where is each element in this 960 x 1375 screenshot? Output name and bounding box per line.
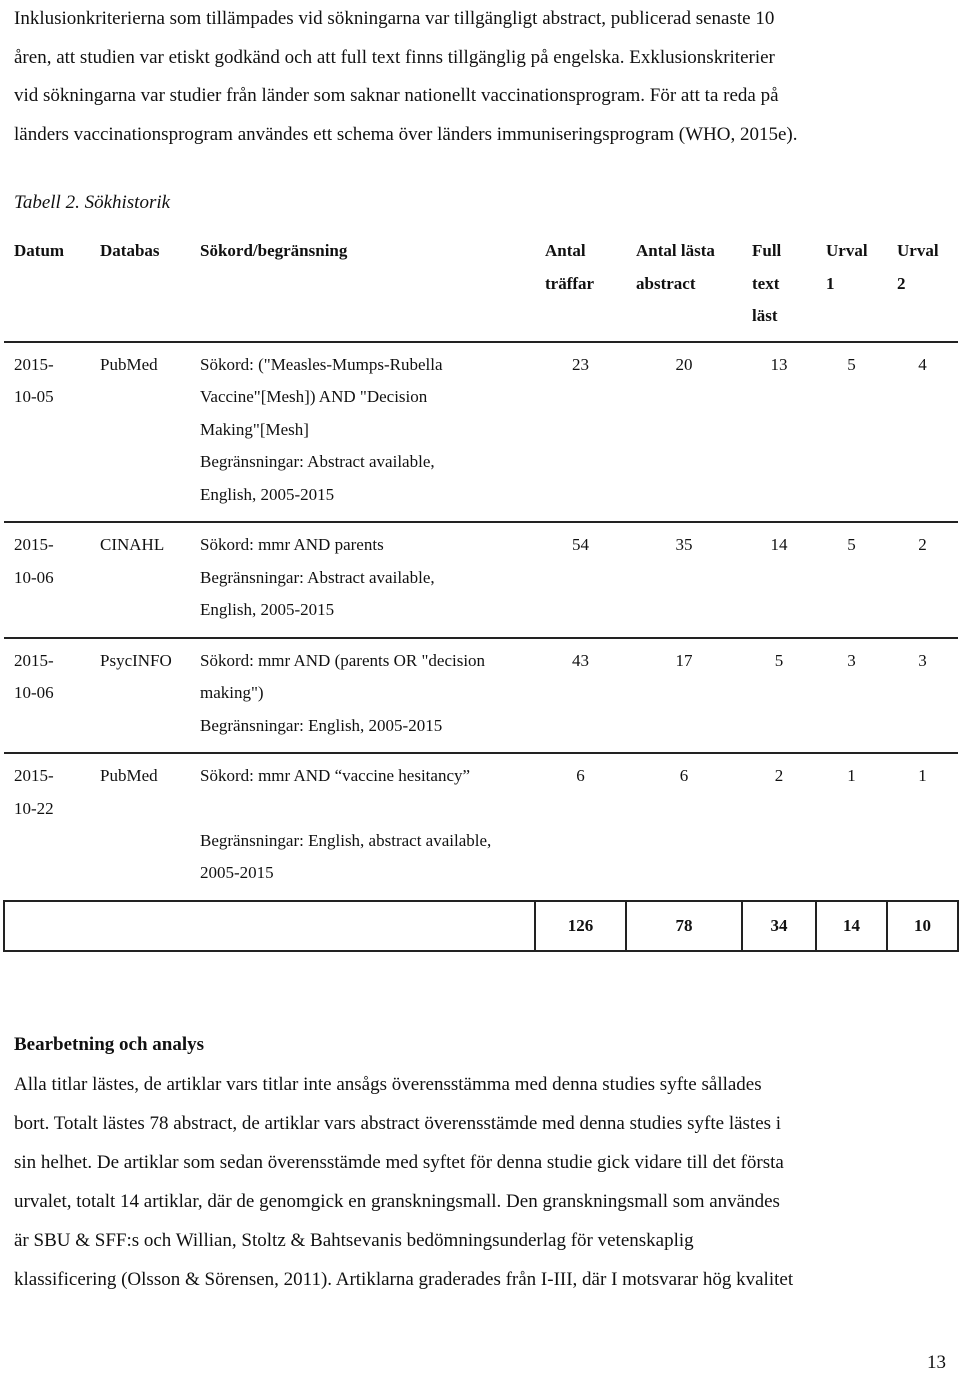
header-antal-lasta (626, 228, 742, 342)
cell-selection-2: 1 (887, 753, 958, 901)
table-row (4, 753, 958, 901)
table-row (4, 638, 958, 754)
date-line: 10-05 (14, 387, 54, 406)
total-selection-1: 14 (816, 901, 887, 952)
date-line: 2015- (14, 354, 54, 374)
table-caption: Tabell 2. Sökhistorik (14, 192, 171, 213)
header-line: Urval (897, 241, 939, 260)
cell-selection-2: 4 (887, 342, 958, 523)
header-line: läst (752, 306, 778, 325)
cell-database: PubMed (90, 342, 190, 523)
cell-date (4, 522, 90, 638)
cell-search-terms (190, 753, 535, 901)
date-line: 10-06 (14, 567, 54, 587)
cell-date (4, 342, 90, 523)
total-full-text-read: 34 (742, 901, 816, 952)
date-line: 2015- (14, 766, 54, 785)
intro-line: åren, att studien var etiskt godkänd och att full text finns tillgänglig på engelska. Exklusionskriterier (14, 46, 775, 68)
date-line: 2015- (14, 650, 54, 670)
intro-line: länders vaccinationsprogram användes ett schema över länders immuniseringsprogram (WHO, 2015e). (14, 123, 798, 145)
search-line: 2005-2015 (200, 863, 274, 882)
search-history-table (3, 228, 959, 952)
header-line: 2 (897, 273, 906, 293)
date-line: 2015- (14, 535, 54, 554)
cell-hits: 23 (535, 342, 626, 523)
cell-search-terms (190, 638, 535, 754)
search-line: Sökord: mmr AND (parents OR "decision (200, 650, 486, 670)
header-full-text (742, 228, 816, 342)
blank-line (200, 793, 531, 825)
search-line: Begränsningar: English, 2005-2015 (200, 715, 443, 735)
table-header-row (4, 228, 958, 342)
totals-label-cell (4, 901, 535, 952)
search-line: Sökord: ("Measles-Mumps-Rubella (200, 354, 443, 374)
header-line: Antal lästa (636, 241, 715, 260)
total-hits: 126 (535, 901, 626, 952)
cell-date (4, 638, 90, 754)
cell-hits: 54 (535, 522, 626, 638)
total-selection-2: 10 (887, 901, 958, 952)
search-line: English, 2005-2015 (200, 600, 335, 619)
cell-selection-1: 5 (816, 342, 887, 523)
cell-full-text-read: 2 (742, 753, 816, 901)
date-line: 10-06 (14, 683, 54, 702)
cell-date (4, 753, 90, 901)
cell-selection-1: 1 (816, 753, 887, 901)
search-line: Begränsningar: Abstract available, (200, 452, 435, 471)
search-line: making") (200, 683, 264, 702)
cell-abstracts-read: 6 (626, 753, 742, 901)
cell-search-terms (190, 342, 535, 523)
paragraph-line: sin helhet. De artiklar som sedan överensstämde med syftet för denna studie gick vidare till det första (14, 1152, 784, 1173)
header-line: Full (752, 241, 782, 260)
header-datum: Datum (14, 241, 65, 260)
header-databas: Databas (100, 241, 160, 260)
cell-search-terms (190, 522, 535, 638)
header-line: abstract (636, 273, 696, 293)
cell-selection-1: 5 (816, 522, 887, 638)
cell-hits: 43 (535, 638, 626, 754)
paragraph-line: Alla titlar lästes, de artiklar vars titlar inte ansågs överensstämma med denna studies syfte sållades (14, 1074, 762, 1095)
cell-full-text-read: 5 (742, 638, 816, 754)
paragraph-line: klassificering (Olsson & Sörensen, 2011). Artiklarna graderades från I-III, där I motsvarar hög kvalitet (14, 1269, 794, 1290)
header-line: träffar (545, 273, 595, 293)
cell-selection-2: 3 (887, 638, 958, 754)
paragraph-line: urvalet, totalt 14 artiklar, där de genomgick en granskningsmall. Den granskningsmall som användes (14, 1191, 780, 1212)
header-line: Antal (545, 241, 586, 260)
cell-database: PubMed (90, 753, 190, 901)
cell-hits: 6 (535, 753, 626, 901)
header-line: Urval (826, 241, 868, 260)
header-sokord: Sökord/begränsning (200, 241, 348, 260)
header-urval-2 (887, 228, 958, 342)
cell-abstracts-read: 17 (626, 638, 742, 754)
search-line: Vaccine"[Mesh]) AND "Decision (200, 387, 428, 406)
totals-row (4, 901, 958, 952)
header-line: 1 (826, 273, 835, 293)
search-line: Begränsningar: Abstract available, (200, 567, 435, 587)
cell-database: CINAHL (90, 522, 190, 638)
paragraph-line: är SBU & SFF:s och Willian, Stoltz & Bahtsevanis bedömningsunderlag för vetenskaplig (14, 1230, 694, 1251)
search-line: Sökord: mmr AND parents (200, 535, 384, 554)
search-line: English, 2005-2015 (200, 484, 335, 504)
search-line: Begränsningar: English, abstract available, (200, 830, 492, 850)
page-number: 13 (927, 1352, 946, 1373)
intro-line: vid sökningarna var studier från länder som saknar nationellt vaccinationsprogram. För att ta reda på (14, 85, 779, 106)
intro-paragraph (14, 0, 954, 154)
table-row (4, 342, 958, 523)
total-abstracts-read: 78 (626, 901, 742, 952)
cell-full-text-read: 13 (742, 342, 816, 523)
section-paragraph (14, 1065, 949, 1299)
cell-selection-2: 2 (887, 522, 958, 638)
search-line: Making"[Mesh] (200, 419, 309, 439)
header-urval-1 (816, 228, 887, 342)
intro-line: Inklusionkriterierna som tillämpades vid sökningarna var tillgängligt abstract, publicerad senaste 10 (14, 8, 775, 29)
header-antal-traffar (535, 228, 626, 342)
cell-database: PsycINFO (90, 638, 190, 754)
cell-selection-1: 3 (816, 638, 887, 754)
paragraph-line: bort. Totalt lästes 78 abstract, de artiklar vars abstract överensstämde med denna studies syfte lästes i (14, 1113, 782, 1134)
date-line: 10-22 (14, 798, 54, 818)
cell-abstracts-read: 35 (626, 522, 742, 638)
cell-abstracts-read: 20 (626, 342, 742, 523)
search-line: Sökord: mmr AND “vaccine hesitancy” (200, 766, 471, 785)
table-row (4, 522, 958, 638)
section-heading: Bearbetning och analys (14, 1034, 205, 1055)
header-line: text (752, 273, 780, 293)
cell-full-text-read: 14 (742, 522, 816, 638)
